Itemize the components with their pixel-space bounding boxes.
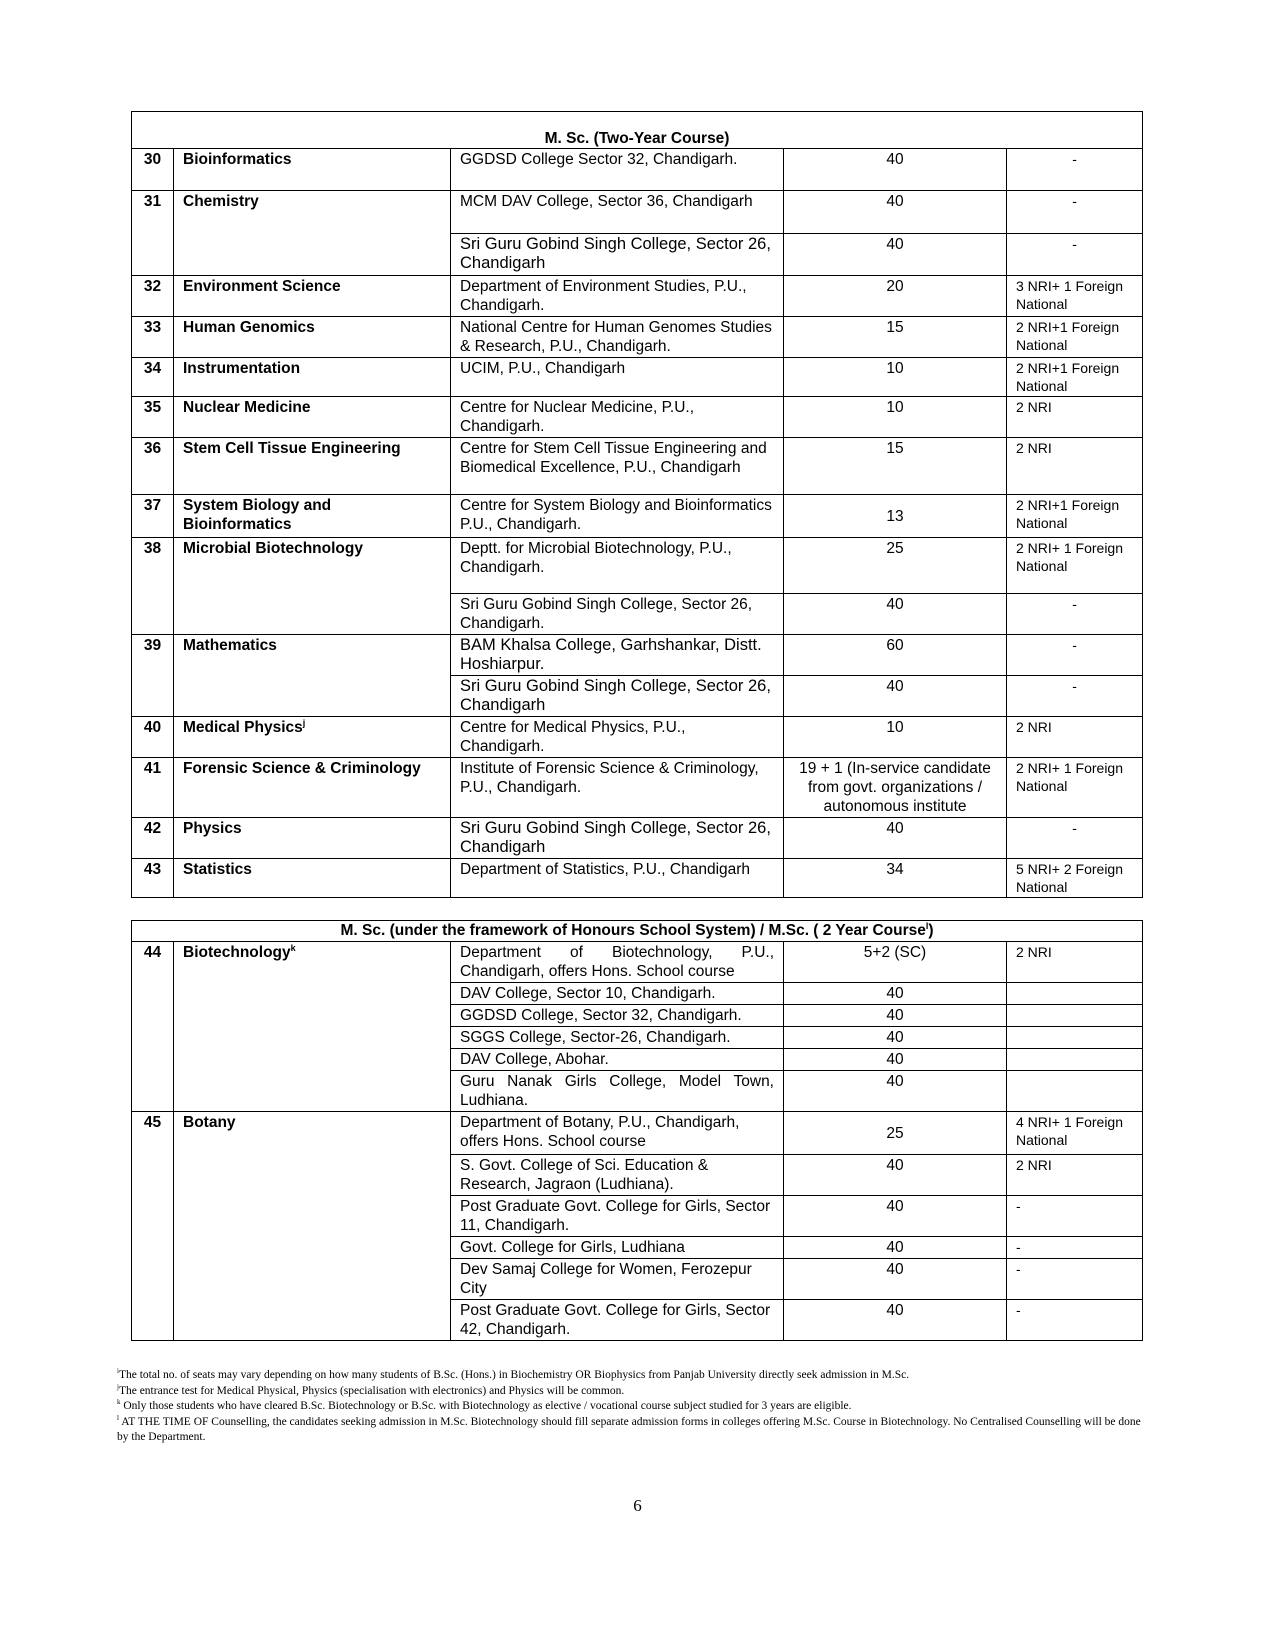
table-row [132,149,1143,191]
extra-seats-cell: 2 NRI [1007,397,1143,438]
extra-seats-cell: - [1007,676,1143,717]
table-row [132,397,1143,438]
row-number: 43 [132,859,174,898]
seats-cell: 40 [784,1027,1007,1049]
extra-seats-cell: - [1007,234,1143,276]
extra-seats-cell: 2 NRI [1007,1155,1143,1196]
college-cell: GGDSD College Sector 32, Chandigarh. [451,149,784,191]
seats-cell: 40 [784,191,1007,234]
college-cell: GGDSD College, Sector 32, Chandigarh. [451,1005,784,1027]
seats-cell: 34 [784,859,1007,898]
seats-cell: 10 [784,358,1007,397]
row-number: 36 [132,438,174,495]
table-heading-row [132,921,1143,942]
college-cell: UCIM, P.U., Chandigarh [451,358,784,397]
course-name [174,717,451,758]
college-cell: Centre for Nuclear Medicine, P.U., Chandigarh. [451,397,784,438]
seats-cell: 40 [784,818,1007,859]
course-name: Forensic Science & Criminology [174,758,451,818]
row-number: 31 [132,191,174,276]
seats-cell: 25 [784,538,1007,594]
seats-cell: 60 [784,635,1007,676]
course-name: Physics [174,818,451,859]
footnote-text: AT THE TIME OF Counselling, the candidates seeking admission in M.Sc. Biotechnology should fill separate admission forms in colleges offering M.Sc. Course in Biotechnology. No Centralised Counselling will be done by the Department. [117,1415,1141,1443]
extra-seats-cell: - [1007,1196,1143,1237]
college-cell: Sri Guru Gobind Singh College, Sector 26, Chandigarh. [451,594,784,635]
college-cell: S. Govt. College of Sci. Education & Research, Jagraon (Ludhiana). [451,1155,784,1196]
footnote-mark: l [925,920,929,931]
seats-cell: 40 [784,676,1007,717]
seats-cell: 15 [784,438,1007,495]
table-row [132,538,1143,594]
table-row [132,942,1143,983]
seats-cell: 20 [784,276,1007,317]
row-number: 33 [132,317,174,358]
course-name: Chemistry [174,191,451,276]
college-cell: Deptt. for Microbial Biotechnology, P.U., Chandigarh. [451,538,784,594]
course-name: Statistics [174,859,451,898]
college-cell: Department of Statistics, P.U., Chandigarh [451,859,784,898]
footnote-mark: k [117,1398,121,1407]
course-name: Botany [174,1112,451,1341]
college-cell: MCM DAV College, Sector 36, Chandigarh [451,191,784,234]
footnote-mark: j [302,717,306,728]
course-name-text: Medical Physics [183,719,303,736]
college-cell: Department of Botany, P.U., Chandigarh, offers Hons. School course [451,1112,784,1155]
table-row [132,717,1143,758]
course-name: Environment Science [174,276,451,317]
table-row [132,1112,1143,1155]
course-name-text: Biotechnology [183,944,291,961]
college-cell: Post Graduate Govt. College for Girls, Sector 11, Chandigarh. [451,1196,784,1237]
extra-seats-cell: - [1007,1300,1143,1341]
footnote-mark: l [117,1413,119,1422]
msc-honours-table [131,920,1143,1341]
course-name: Microbial Biotechnology [174,538,451,635]
seats-cell: 40 [784,1049,1007,1071]
college-cell: Dev Samaj College for Women, Ferozepur City [451,1259,784,1300]
row-number: 40 [132,717,174,758]
seats-cell: 25 [784,1112,1007,1155]
extra-seats-cell [1007,983,1143,1005]
seats-cell: 40 [784,1196,1007,1237]
extra-seats-cell: - [1007,1237,1143,1259]
footnote-mark: k [290,942,296,953]
footnote-text: The total no. of seats may vary depending on how many students of B.Sc. (Hons.) in Biochemistry OR Biophysics from Panjab University directly seek admission in M.Sc. [118,1369,910,1381]
table-row [132,358,1143,397]
extra-seats-cell: 2 NRI+ 1 Foreign National [1007,538,1143,594]
seats-cell: 13 [784,495,1007,538]
page-number: 6 [633,1496,642,1515]
footnote [117,1415,1147,1446]
table-heading [132,921,1143,942]
seats-cell: 40 [784,1071,1007,1112]
extra-seats-cell [1007,1027,1143,1049]
college-cell: Govt. College for Girls, Ludhiana [451,1237,784,1259]
table-row [132,818,1143,859]
extra-seats-cell: - [1007,635,1143,676]
extra-seats-cell: - [1007,1259,1143,1300]
college-cell: Post Graduate Govt. College for Girls, Sector 42, Chandigarh. [451,1300,784,1341]
table-row [132,758,1143,818]
extra-seats-cell: 2 NRI+ 1 Foreign National [1007,758,1143,818]
table-row [132,859,1143,898]
footnote-text: Only those students who have cleared B.Sc. Biotechnology or B.Sc. with Biotechnology as elective / vocational course subject studied for 3 years are eligible. [120,1400,852,1412]
footnote-mark: j [117,1382,119,1391]
extra-seats-cell: 2 NRI [1007,438,1143,495]
table-heading-text: M. Sc. (under the framework of Honours School System) / M.Sc. ( 2 Year Course [340,922,926,939]
course-name: Human Genomics [174,317,451,358]
college-cell: Centre for System Biology and Bioinformatics P.U., Chandigarh. [451,495,784,538]
msc-two-year-table [131,111,1143,898]
course-name: System Biology and Bioinformatics [174,495,451,538]
extra-seats-cell: - [1007,191,1143,234]
extra-seats-cell: 2 NRI+1 Foreign National [1007,317,1143,358]
course-name: Instrumentation [174,358,451,397]
row-number: 45 [132,1112,174,1341]
extra-seats-cell: 2 NRI [1007,717,1143,758]
extra-seats-cell: 4 NRI+ 1 Foreign National [1007,1112,1143,1155]
seats-cell: 40 [784,234,1007,276]
extra-seats-cell: - [1007,149,1143,191]
seats-cell: 40 [784,594,1007,635]
college-cell: National Centre for Human Genomes Studies & Research, P.U., Chandigarh. [451,317,784,358]
course-name: Stem Cell Tissue Engineering [174,438,451,495]
footnotes [117,1368,1147,1446]
row-number: 32 [132,276,174,317]
footnote [117,1384,1147,1400]
row-number: 38 [132,538,174,635]
table-heading-row [132,112,1143,149]
seats-cell: 40 [784,1155,1007,1196]
extra-seats-cell: 2 NRI+1 Foreign National [1007,358,1143,397]
seats-cell: 40 [784,1005,1007,1027]
seats-cell: 5+2 (SC) [784,942,1007,983]
course-name [174,942,451,1112]
seats-cell: 15 [784,317,1007,358]
table-row [132,191,1143,234]
extra-seats-cell [1007,1071,1143,1112]
row-number: 37 [132,495,174,538]
footnote [117,1399,1147,1415]
college-cell: DAV College, Abohar. [451,1049,784,1071]
seats-cell: 40 [784,983,1007,1005]
footnote [117,1368,1147,1384]
seats-cell: 40 [784,1259,1007,1300]
college-cell: Department of Biotechnology, P.U., Chandigarh, offers Hons. School course [451,942,784,983]
footnote-mark: i [117,1367,119,1376]
college-cell: Guru Nanak Girls College, Model Town, Ludhiana. [451,1071,784,1112]
row-number: 30 [132,149,174,191]
seats-cell: 10 [784,717,1007,758]
row-number: 35 [132,397,174,438]
extra-seats-cell: 5 NRI+ 2 Foreign National [1007,859,1143,898]
row-number: 42 [132,818,174,859]
table-row [132,317,1143,358]
seats-cell: 40 [784,1237,1007,1259]
table-row [132,635,1143,676]
table-heading-close: ) [928,922,934,939]
row-number: 41 [132,758,174,818]
table-row [132,495,1143,538]
extra-seats-cell: - [1007,594,1143,635]
seats-cell: 40 [784,149,1007,191]
college-cell: BAM Khalsa College, Garhshankar, Distt. Hoshiarpur. [451,635,784,676]
table-heading: M. Sc. (Two-Year Course) [132,112,1143,149]
row-number: 39 [132,635,174,717]
extra-seats-cell [1007,1005,1143,1027]
extra-seats-cell [1007,1049,1143,1071]
footnote-text: The entrance test for Medical Physical, Physics (specialisation with electronics) and Physics will be common. [118,1384,625,1397]
extra-seats-cell: 2 NRI [1007,942,1143,983]
college-cell: SGGS College, Sector-26, Chandigarh. [451,1027,784,1049]
college-cell: Department of Environment Studies, P.U., Chandigarh. [451,276,784,317]
college-cell: Centre for Medical Physics, P.U., Chandigarh. [451,717,784,758]
college-cell: Sri Guru Gobind Singh College, Sector 26, Chandigarh [451,676,784,717]
course-name: Nuclear Medicine [174,397,451,438]
extra-seats-cell: 2 NRI+1 Foreign National [1007,495,1143,538]
row-number: 34 [132,358,174,397]
college-cell: Sri Guru Gobind Singh College, Sector 26, Chandigarh [451,818,784,859]
extra-seats-cell: 3 NRI+ 1 Foreign National [1007,276,1143,317]
college-cell: DAV College, Sector 10, Chandigarh. [451,983,784,1005]
row-number: 44 [132,942,174,1112]
college-cell: Sri Guru Gobind Singh College, Sector 26, Chandigarh [451,234,784,276]
seats-cell: 19 + 1 (In-service candidate from govt. organizations / autonomous institute [784,758,1007,818]
course-name: Mathematics [174,635,451,717]
table-row [132,438,1143,495]
college-cell: Institute of Forensic Science & Criminology, P.U., Chandigarh. [451,758,784,818]
table-row [132,276,1143,317]
course-name: Bioinformatics [174,149,451,191]
seats-cell: 10 [784,397,1007,438]
extra-seats-cell: - [1007,818,1143,859]
seats-cell: 40 [784,1300,1007,1341]
college-cell: Centre for Stem Cell Tissue Engineering and Biomedical Excellence, P.U., Chandigarh [451,438,784,495]
